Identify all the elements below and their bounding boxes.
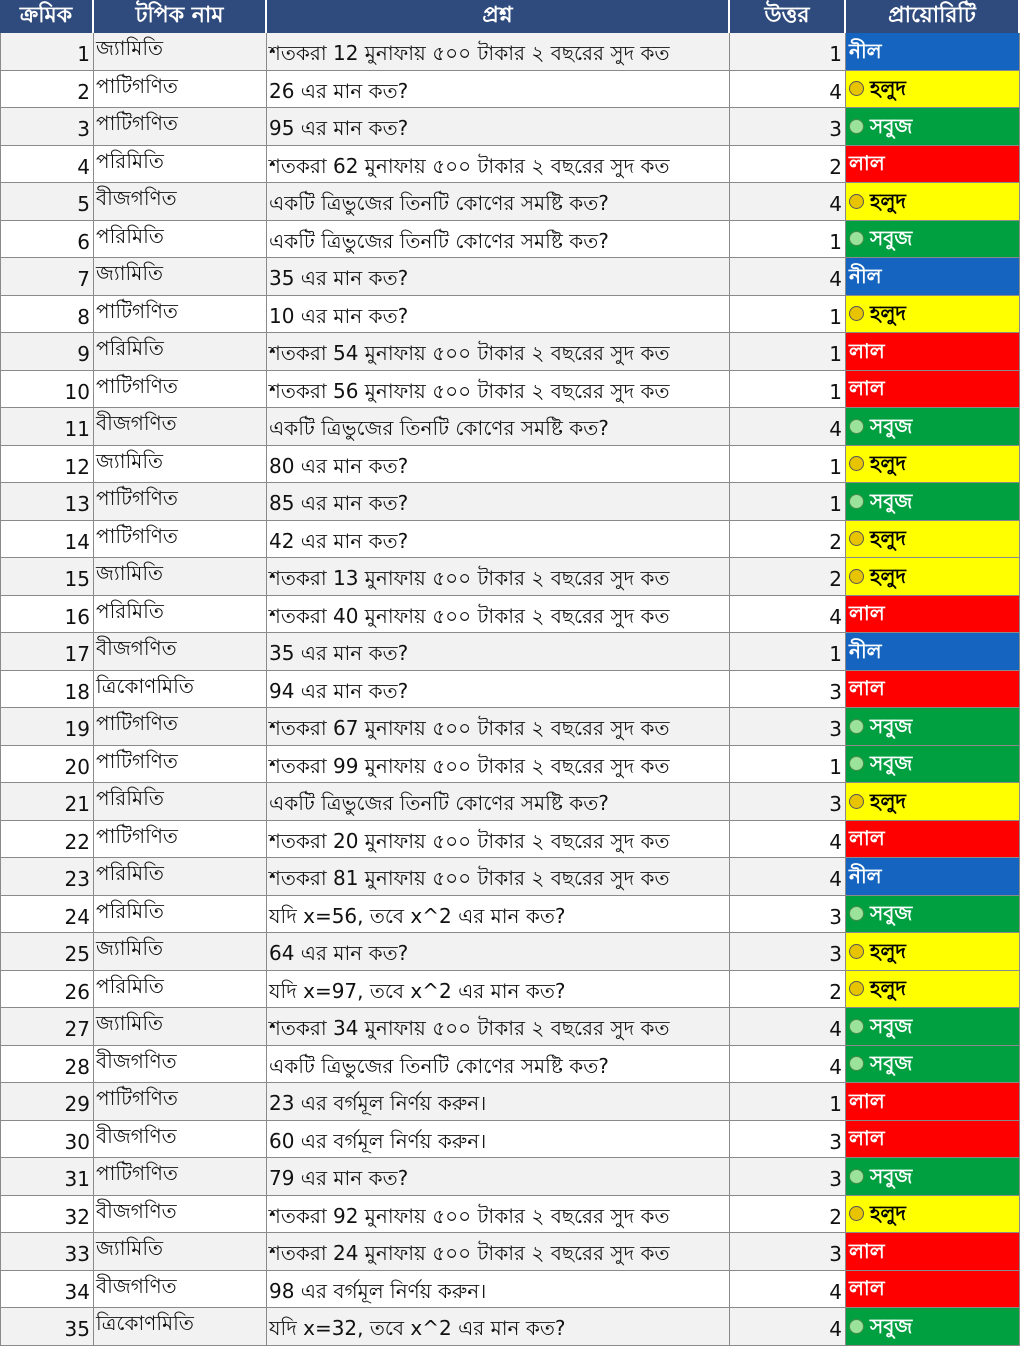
priority-label: লাল bbox=[849, 676, 885, 701]
cell-question[interactable]: একটি ত্রিভুজের তিনটি কোণের সমষ্টি কত? bbox=[267, 783, 730, 820]
cell-topic[interactable]: পাটিগণিত bbox=[94, 371, 267, 408]
priority-label: লাল bbox=[849, 1276, 885, 1301]
table-row bbox=[0, 408, 1020, 446]
yellow-circle-icon bbox=[849, 981, 864, 996]
priority-label: লাল bbox=[849, 1126, 885, 1151]
green-circle-icon bbox=[849, 231, 864, 246]
priority-label: নীল bbox=[849, 263, 882, 288]
cell-serial[interactable]: 14 bbox=[0, 521, 94, 558]
cell-question[interactable]: 95 এর মান কত? bbox=[267, 108, 730, 145]
priority-label: হলুদ bbox=[870, 526, 906, 551]
cell-topic[interactable]: জ্যামিতি bbox=[94, 33, 267, 70]
cell-answer[interactable]: 4 bbox=[730, 71, 846, 108]
priority-label: সবুজ bbox=[870, 113, 913, 138]
cell-question[interactable]: 35 এর মান কত? bbox=[267, 633, 730, 670]
cell-question[interactable]: 80 এর মান কত? bbox=[267, 446, 730, 483]
table-row bbox=[0, 221, 1020, 259]
cell-topic[interactable]: পাটিগণিত bbox=[94, 821, 267, 858]
table-row bbox=[0, 33, 1020, 71]
header-serial[interactable]: ক্রমিক bbox=[0, 0, 94, 33]
cell-question[interactable]: একটি ত্রিভুজের তিনটি কোণের সমষ্টি কত? bbox=[267, 1046, 730, 1083]
cell-serial[interactable]: 1 bbox=[0, 33, 94, 70]
cell-topic[interactable]: বীজগণিত bbox=[94, 1271, 267, 1308]
cell-topic[interactable]: পরিমিতি bbox=[94, 221, 267, 258]
table-row bbox=[0, 1196, 1020, 1234]
cell-topic[interactable]: পরিমিতি bbox=[94, 858, 267, 895]
cell-serial[interactable]: 31 bbox=[0, 1158, 94, 1195]
cell-topic[interactable]: ত্রিকোণমিতি bbox=[94, 671, 267, 708]
green-circle-icon bbox=[849, 1319, 864, 1334]
cell-answer[interactable]: 1 bbox=[730, 33, 846, 70]
cell-question[interactable]: যদি x=32, তবে x^2 এর মান কত? bbox=[267, 1308, 730, 1345]
cell-priority[interactable] bbox=[846, 896, 1020, 933]
cell-serial[interactable]: 29 bbox=[0, 1083, 94, 1120]
cell-serial[interactable]: 34 bbox=[0, 1271, 94, 1308]
priority-label: নীল bbox=[849, 863, 882, 888]
priority-label: সবুজ bbox=[870, 226, 913, 251]
priority-label: লাল bbox=[849, 1238, 885, 1263]
cell-serial[interactable]: 2 bbox=[0, 71, 94, 108]
cell-answer[interactable]: 4 bbox=[730, 821, 846, 858]
cell-priority[interactable] bbox=[846, 708, 1020, 745]
cell-serial[interactable]: 4 bbox=[0, 146, 94, 183]
cell-topic[interactable]: বীজগণিত bbox=[94, 633, 267, 670]
cell-priority[interactable] bbox=[846, 596, 1020, 633]
cell-serial[interactable]: 6 bbox=[0, 221, 94, 258]
cell-topic[interactable]: পাটিগণিত bbox=[94, 521, 267, 558]
table-row bbox=[0, 971, 1020, 1009]
cell-question[interactable]: 64 এর মান কত? bbox=[267, 933, 730, 970]
cell-serial[interactable]: 7 bbox=[0, 258, 94, 295]
priority-label: লাল bbox=[849, 826, 885, 851]
cell-answer[interactable]: 1 bbox=[730, 221, 846, 258]
cell-topic[interactable]: পাটিগণিত bbox=[94, 108, 267, 145]
cell-topic[interactable]: জ্যামিতি bbox=[94, 446, 267, 483]
green-circle-icon bbox=[849, 1056, 864, 1071]
priority-label: সবুজ bbox=[870, 713, 913, 738]
cell-serial[interactable]: 23 bbox=[0, 858, 94, 895]
green-circle-icon bbox=[849, 494, 864, 509]
cell-topic[interactable]: ত্রিকোণমিতি bbox=[94, 1308, 267, 1345]
cell-priority[interactable] bbox=[846, 408, 1020, 445]
cell-topic[interactable]: পরিমিতি bbox=[94, 596, 267, 633]
cell-topic[interactable]: বীজগণিত bbox=[94, 1196, 267, 1233]
cell-question[interactable]: শতকরা 34 মুনাফায় ৫০০ টাকার ২ বছরের সুদ কত bbox=[267, 1008, 730, 1045]
cell-priority[interactable] bbox=[846, 783, 1020, 820]
green-circle-icon bbox=[849, 419, 864, 434]
cell-answer[interactable]: 2 bbox=[730, 971, 846, 1008]
header-question[interactable]: প্রশ্ন bbox=[267, 0, 730, 33]
priority-label: লাল bbox=[849, 376, 885, 401]
priority-label: সবুজ bbox=[870, 1013, 913, 1038]
cell-serial[interactable]: 26 bbox=[0, 971, 94, 1008]
cell-question[interactable]: 26 এর মান কত? bbox=[267, 71, 730, 108]
table-row bbox=[0, 633, 1020, 671]
cell-topic[interactable]: জ্যামিতি bbox=[94, 1233, 267, 1270]
cell-priority[interactable] bbox=[846, 1233, 1020, 1270]
yellow-circle-icon bbox=[849, 456, 864, 471]
cell-answer[interactable]: 1 bbox=[730, 333, 846, 370]
cell-answer[interactable]: 3 bbox=[730, 1233, 846, 1270]
cell-priority[interactable] bbox=[846, 1196, 1020, 1233]
green-circle-icon bbox=[849, 1019, 864, 1034]
cell-question[interactable]: শতকরা 12 মুনাফায় ৫০০ টাকার ২ বছরের সুদ কত bbox=[267, 33, 730, 70]
yellow-circle-icon bbox=[849, 1206, 864, 1221]
cell-topic[interactable]: পরিমিতি bbox=[94, 896, 267, 933]
cell-question[interactable]: যদি x=56, তবে x^2 এর মান কত? bbox=[267, 896, 730, 933]
cell-answer[interactable]: 2 bbox=[730, 521, 846, 558]
cell-serial[interactable]: 18 bbox=[0, 671, 94, 708]
table-row bbox=[0, 521, 1020, 559]
table-row bbox=[0, 558, 1020, 596]
cell-answer[interactable]: 4 bbox=[730, 1271, 846, 1308]
cell-priority[interactable] bbox=[846, 483, 1020, 520]
cell-answer[interactable]: 4 bbox=[730, 858, 846, 895]
cell-answer[interactable]: 1 bbox=[730, 633, 846, 670]
cell-question[interactable]: যদি x=97, তবে x^2 এর মান কত? bbox=[267, 971, 730, 1008]
table-row bbox=[0, 183, 1020, 221]
table-row bbox=[0, 1158, 1020, 1196]
cell-question[interactable]: 23 এর বর্গমূল নির্ণয় করুন। bbox=[267, 1083, 730, 1120]
cell-priority[interactable] bbox=[846, 1046, 1020, 1083]
priority-label: নীল bbox=[849, 638, 882, 663]
green-circle-icon bbox=[849, 119, 864, 134]
cell-serial[interactable]: 22 bbox=[0, 821, 94, 858]
cell-topic[interactable]: পরিমিতি bbox=[94, 146, 267, 183]
cell-priority[interactable] bbox=[846, 1083, 1020, 1120]
header-answer[interactable]: উত্তর bbox=[730, 0, 846, 33]
cell-serial[interactable]: 24 bbox=[0, 896, 94, 933]
yellow-circle-icon bbox=[849, 569, 864, 584]
cell-answer[interactable]: 4 bbox=[730, 1308, 846, 1345]
cell-answer[interactable]: 2 bbox=[730, 558, 846, 595]
table-row bbox=[0, 371, 1020, 409]
cell-question[interactable]: 35 এর মান কত? bbox=[267, 258, 730, 295]
table-row bbox=[0, 596, 1020, 634]
cell-serial[interactable]: 33 bbox=[0, 1233, 94, 1270]
cell-answer[interactable]: 3 bbox=[730, 1158, 846, 1195]
cell-answer[interactable]: 4 bbox=[730, 596, 846, 633]
yellow-circle-icon bbox=[849, 306, 864, 321]
cell-question[interactable]: 85 এর মান কত? bbox=[267, 483, 730, 520]
priority-label: লাল bbox=[849, 151, 885, 176]
cell-serial[interactable]: 19 bbox=[0, 708, 94, 745]
green-circle-icon bbox=[849, 719, 864, 734]
table-row bbox=[0, 933, 1020, 971]
cell-answer[interactable]: 1 bbox=[730, 1083, 846, 1120]
cell-answer[interactable]: 3 bbox=[730, 671, 846, 708]
table-row bbox=[0, 446, 1020, 484]
table-row bbox=[0, 1083, 1020, 1121]
cell-priority[interactable] bbox=[846, 858, 1020, 895]
table-row bbox=[0, 1046, 1020, 1084]
priority-label: হলুদ bbox=[870, 188, 906, 213]
cell-serial[interactable]: 3 bbox=[0, 108, 94, 145]
cell-topic[interactable]: জ্যামিতি bbox=[94, 258, 267, 295]
table-row bbox=[0, 483, 1020, 521]
cell-question[interactable]: 10 এর মান কত? bbox=[267, 296, 730, 333]
cell-priority[interactable] bbox=[846, 558, 1020, 595]
cell-priority[interactable] bbox=[846, 221, 1020, 258]
cell-topic[interactable]: জ্যামিতি bbox=[94, 933, 267, 970]
cell-serial[interactable]: 28 bbox=[0, 1046, 94, 1083]
cell-answer[interactable]: 4 bbox=[730, 183, 846, 220]
cell-topic[interactable]: জ্যামিতি bbox=[94, 558, 267, 595]
priority-label: সবুজ bbox=[870, 901, 913, 926]
cell-question[interactable]: 60 এর বর্গমূল নির্ণয় করুন। bbox=[267, 1121, 730, 1158]
yellow-circle-icon bbox=[849, 531, 864, 546]
cell-answer[interactable]: 3 bbox=[730, 708, 846, 745]
cell-priority[interactable] bbox=[846, 333, 1020, 370]
cell-serial[interactable]: 17 bbox=[0, 633, 94, 670]
priority-label: সবুজ bbox=[870, 413, 913, 438]
cell-answer[interactable]: 1 bbox=[730, 446, 846, 483]
cell-question[interactable]: শতকরা 92 মুনাফায় ৫০০ টাকার ২ বছরের সুদ কত bbox=[267, 1196, 730, 1233]
cell-priority[interactable] bbox=[846, 971, 1020, 1008]
cell-priority[interactable] bbox=[846, 1008, 1020, 1045]
table-row bbox=[0, 858, 1020, 896]
table-row bbox=[0, 746, 1020, 784]
cell-topic[interactable]: পাটিগণিত bbox=[94, 1158, 267, 1195]
cell-priority[interactable] bbox=[846, 1121, 1020, 1158]
priority-label: হলুদ bbox=[870, 301, 906, 326]
green-circle-icon bbox=[849, 756, 864, 771]
cell-question[interactable]: শতকরা 54 মুনাফায় ৫০০ টাকার ২ বছরের সুদ কত bbox=[267, 333, 730, 370]
cell-serial[interactable]: 11 bbox=[0, 408, 94, 445]
priority-label: হলুদ bbox=[870, 1201, 906, 1226]
cell-topic[interactable]: পরিমিতি bbox=[94, 333, 267, 370]
cell-priority[interactable] bbox=[846, 108, 1020, 145]
cell-question[interactable]: শতকরা 13 মুনাফায় ৫০০ টাকার ২ বছরের সুদ কত bbox=[267, 558, 730, 595]
cell-answer[interactable]: 4 bbox=[730, 408, 846, 445]
cell-serial[interactable]: 9 bbox=[0, 333, 94, 370]
cell-priority[interactable] bbox=[846, 146, 1020, 183]
cell-answer[interactable]: 4 bbox=[730, 1008, 846, 1045]
table-row bbox=[0, 71, 1020, 109]
priority-label: লাল bbox=[849, 601, 885, 626]
cell-topic[interactable]: পাটিগণিত bbox=[94, 296, 267, 333]
cell-priority[interactable] bbox=[846, 446, 1020, 483]
cell-priority[interactable] bbox=[846, 933, 1020, 970]
cell-question[interactable]: 98 এর বর্গমূল নির্ণয় করুন। bbox=[267, 1271, 730, 1308]
cell-answer[interactable]: 3 bbox=[730, 108, 846, 145]
cell-answer[interactable]: 1 bbox=[730, 371, 846, 408]
cell-serial[interactable]: 20 bbox=[0, 746, 94, 783]
table-row bbox=[0, 1271, 1020, 1309]
cell-serial[interactable]: 21 bbox=[0, 783, 94, 820]
cell-topic[interactable]: পরিমিতি bbox=[94, 783, 267, 820]
cell-serial[interactable]: 35 bbox=[0, 1308, 94, 1345]
cell-priority[interactable] bbox=[846, 33, 1020, 70]
priority-label: হলুদ bbox=[870, 563, 906, 588]
yellow-circle-icon bbox=[849, 944, 864, 959]
cell-priority[interactable] bbox=[846, 183, 1020, 220]
priority-label: সবুজ bbox=[870, 1051, 913, 1076]
priority-label: সবুজ bbox=[870, 488, 913, 513]
green-circle-icon bbox=[849, 1169, 864, 1184]
cell-question[interactable]: একটি ত্রিভুজের তিনটি কোণের সমষ্টি কত? bbox=[267, 183, 730, 220]
cell-serial[interactable]: 30 bbox=[0, 1121, 94, 1158]
priority-label: হলুদ bbox=[870, 76, 906, 101]
cell-priority[interactable] bbox=[846, 71, 1020, 108]
cell-question[interactable]: 94 এর মান কত? bbox=[267, 671, 730, 708]
cell-topic[interactable]: পাটিগণিত bbox=[94, 483, 267, 520]
cell-serial[interactable]: 12 bbox=[0, 446, 94, 483]
table-body bbox=[0, 33, 1020, 1346]
cell-topic[interactable]: পাটিগণিত bbox=[94, 1083, 267, 1120]
table-row bbox=[0, 1121, 1020, 1159]
cell-topic[interactable]: বীজগণিত bbox=[94, 183, 267, 220]
priority-label: নীল bbox=[849, 38, 882, 63]
table-row bbox=[0, 296, 1020, 334]
cell-serial[interactable]: 16 bbox=[0, 596, 94, 633]
cell-question[interactable]: শতকরা 62 মুনাফায় ৫০০ টাকার ২ বছরের সুদ কত bbox=[267, 146, 730, 183]
priority-label: সবুজ bbox=[870, 1313, 913, 1338]
cell-serial[interactable]: 15 bbox=[0, 558, 94, 595]
cell-priority[interactable] bbox=[846, 371, 1020, 408]
cell-serial[interactable]: 27 bbox=[0, 1008, 94, 1045]
green-circle-icon bbox=[849, 906, 864, 921]
cell-topic[interactable]: বীজগণিত bbox=[94, 408, 267, 445]
priority-label: লাল bbox=[849, 1088, 885, 1113]
cell-question[interactable]: একটি ত্রিভুজের তিনটি কোণের সমষ্টি কত? bbox=[267, 221, 730, 258]
cell-answer[interactable]: 3 bbox=[730, 896, 846, 933]
table-row bbox=[0, 1008, 1020, 1046]
table-row bbox=[0, 1308, 1020, 1346]
cell-answer[interactable]: 4 bbox=[730, 258, 846, 295]
cell-priority[interactable] bbox=[846, 258, 1020, 295]
priority-label: সবুজ bbox=[870, 751, 913, 776]
cell-priority[interactable] bbox=[846, 633, 1020, 670]
cell-topic[interactable]: পাটিগণিত bbox=[94, 708, 267, 745]
cell-answer[interactable]: 1 bbox=[730, 296, 846, 333]
cell-priority[interactable] bbox=[846, 746, 1020, 783]
cell-answer[interactable]: 3 bbox=[730, 933, 846, 970]
priority-label: হলুদ bbox=[870, 788, 906, 813]
table-row bbox=[0, 708, 1020, 746]
cell-topic[interactable]: বীজগণিত bbox=[94, 1046, 267, 1083]
cell-answer[interactable]: 3 bbox=[730, 783, 846, 820]
cell-question[interactable]: 79 এর মান কত? bbox=[267, 1158, 730, 1195]
header-row bbox=[0, 0, 1020, 33]
cell-topic[interactable]: পাটিগণিত bbox=[94, 746, 267, 783]
cell-priority[interactable] bbox=[846, 1271, 1020, 1308]
table-row bbox=[0, 896, 1020, 934]
table-row bbox=[0, 821, 1020, 859]
cell-serial[interactable]: 8 bbox=[0, 296, 94, 333]
yellow-circle-icon bbox=[849, 194, 864, 209]
cell-topic[interactable]: পাটিগণিত bbox=[94, 71, 267, 108]
priority-label: সবুজ bbox=[870, 1163, 913, 1188]
cell-question[interactable]: শতকরা 40 মুনাফায় ৫০০ টাকার ২ বছরের সুদ কত bbox=[267, 596, 730, 633]
cell-answer[interactable]: 4 bbox=[730, 1046, 846, 1083]
cell-question[interactable]: 42 এর মান কত? bbox=[267, 521, 730, 558]
cell-answer[interactable]: 1 bbox=[730, 483, 846, 520]
cell-question[interactable]: শতকরা 67 মুনাফায় ৫০০ টাকার ২ বছরের সুদ কত bbox=[267, 708, 730, 745]
yellow-circle-icon bbox=[849, 81, 864, 96]
priority-label: হলুদ bbox=[870, 938, 906, 963]
cell-answer[interactable]: 2 bbox=[730, 146, 846, 183]
cell-topic[interactable]: বীজগণিত bbox=[94, 1121, 267, 1158]
cell-priority[interactable] bbox=[846, 521, 1020, 558]
cell-answer[interactable]: 1 bbox=[730, 746, 846, 783]
header-priority[interactable]: প্রায়োরিটি bbox=[846, 0, 1020, 33]
priority-label: হলুদ bbox=[870, 976, 906, 1001]
yellow-circle-icon bbox=[849, 794, 864, 809]
cell-question[interactable]: শতকরা 24 মুনাফায় ৫০০ টাকার ২ বছরের সুদ কত bbox=[267, 1233, 730, 1270]
priority-label: হলুদ bbox=[870, 451, 906, 476]
cell-serial[interactable]: 32 bbox=[0, 1196, 94, 1233]
cell-priority[interactable] bbox=[846, 1308, 1020, 1345]
table-row bbox=[0, 333, 1020, 371]
cell-question[interactable]: শতকরা 20 মুনাফায় ৫০০ টাকার ২ বছরের সুদ কত bbox=[267, 821, 730, 858]
table-row bbox=[0, 783, 1020, 821]
cell-serial[interactable]: 5 bbox=[0, 183, 94, 220]
table-row bbox=[0, 258, 1020, 296]
cell-question[interactable]: শতকরা 56 মুনাফায় ৫০০ টাকার ২ বছরের সুদ কত bbox=[267, 371, 730, 408]
cell-question[interactable]: একটি ত্রিভুজের তিনটি কোণের সমষ্টি কত? bbox=[267, 408, 730, 445]
header-topic[interactable]: টপিক নাম bbox=[94, 0, 267, 33]
cell-answer[interactable]: 3 bbox=[730, 1121, 846, 1158]
cell-topic[interactable]: জ্যামিতি bbox=[94, 1008, 267, 1045]
cell-question[interactable]: শতকরা 81 মুনাফায় ৫০০ টাকার ২ বছরের সুদ কত bbox=[267, 858, 730, 895]
cell-answer[interactable]: 2 bbox=[730, 1196, 846, 1233]
table-row bbox=[0, 1233, 1020, 1271]
cell-priority[interactable] bbox=[846, 1158, 1020, 1195]
cell-question[interactable]: শতকরা 99 মুনাফায় ৫০০ টাকার ২ বছরের সুদ কত bbox=[267, 746, 730, 783]
cell-serial[interactable]: 25 bbox=[0, 933, 94, 970]
cell-topic[interactable]: পরিমিতি bbox=[94, 971, 267, 1008]
cell-priority[interactable] bbox=[846, 296, 1020, 333]
cell-priority[interactable] bbox=[846, 671, 1020, 708]
table-row bbox=[0, 671, 1020, 709]
cell-serial[interactable]: 13 bbox=[0, 483, 94, 520]
priority-label: লাল bbox=[849, 338, 885, 363]
cell-priority[interactable] bbox=[846, 821, 1020, 858]
table-row bbox=[0, 146, 1020, 184]
table-row bbox=[0, 108, 1020, 146]
cell-serial[interactable]: 10 bbox=[0, 371, 94, 408]
